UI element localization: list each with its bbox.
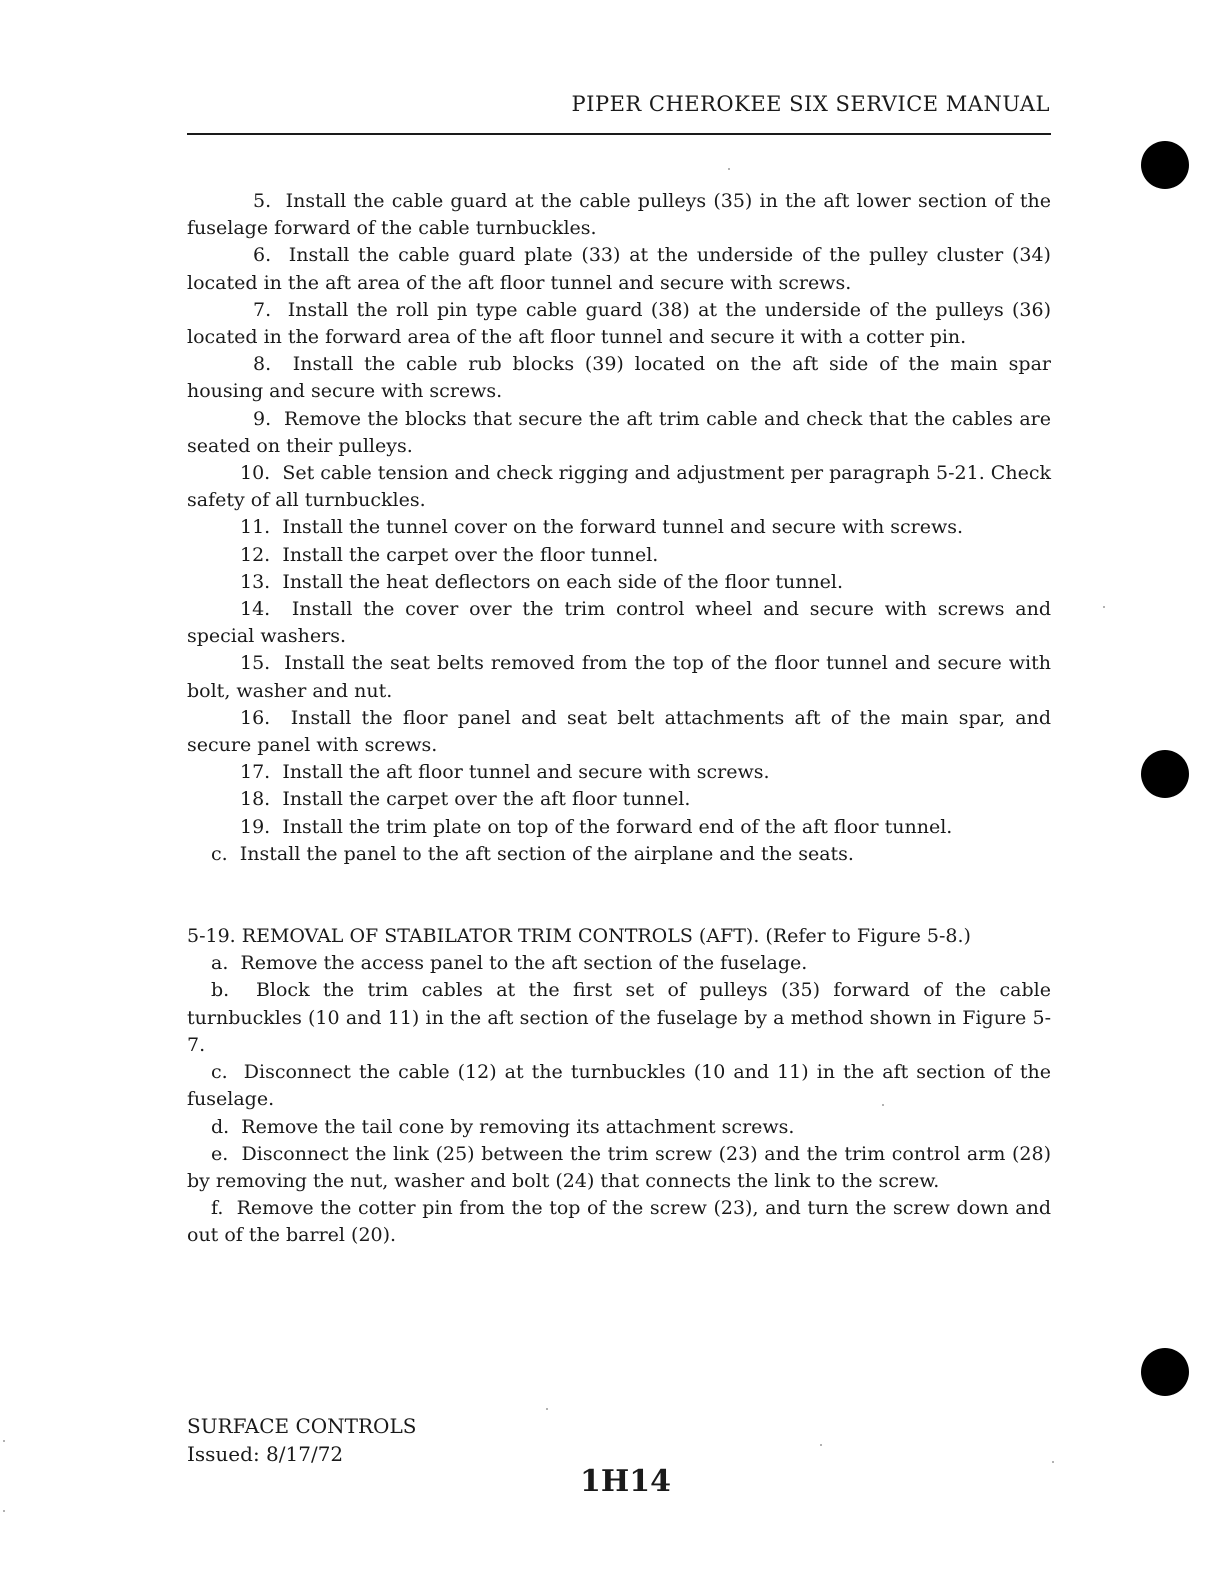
step-19: 19. Install the trim plate on top of the forward end of the aft floor tunnel. — [240, 815, 953, 838]
punch-hole-middle — [1141, 750, 1189, 798]
body-text — [187, 188, 1051, 1250]
page-code: 1H14 — [580, 1464, 671, 1499]
step-c: c. Install the panel to the aft section of the airplane and the seats. — [211, 842, 854, 865]
section-item-a: a. Remove the access panel to the aft section of the fuselage. — [211, 952, 808, 975]
section-item-c: c. Disconnect the cable (12) at the turnbuckles (10 and 11) in the aft section of the fuselage. — [187, 1061, 1051, 1111]
step-6: 6. Install the cable guard plate (33) at the underside of the pulley cluster (34) located in the aft area of the aft floor tunnel and secure with screws. — [187, 244, 1051, 294]
step-5: 5. Install the cable guard at the cable pulleys (35) in the aft lower section of the fuselage forward of the cable turnbuckles. — [187, 190, 1051, 240]
scan-speck — [882, 1104, 884, 1106]
footer-left — [187, 1412, 416, 1468]
footer-issued-date: Issued: 8/17/72 — [187, 1442, 344, 1466]
step-14: 14. Install the cover over the trim control wheel and secure with screws and special washers. — [187, 598, 1051, 648]
step-11: 11. Install the tunnel cover on the forward tunnel and secure with screws. — [240, 516, 964, 539]
punch-hole-top — [1141, 141, 1189, 189]
step-13: 13. Install the heat deflectors on each side of the floor tunnel. — [240, 570, 844, 593]
scan-speck — [3, 1440, 5, 1442]
scan-speck — [820, 1444, 822, 1446]
punch-hole-bottom — [1141, 1348, 1189, 1396]
step-12: 12. Install the carpet over the floor tunnel. — [240, 543, 659, 566]
scan-speck — [728, 168, 730, 170]
step-16: 16. Install the floor panel and seat belt attachments aft of the main spar, and secure panel with screws. — [187, 706, 1051, 757]
step-7: 7. Install the roll pin type cable guard (38) at the underside of the pulleys (36) located in the forward area of the aft floor tunnel and secure it with a cotter pin. — [187, 298, 1051, 349]
section-item-b: b. Block the trim cables at the first set of pulleys (35) forward of the cable turnbuckles (10 and 11) in the aft section of the fuselage by a method shown in Figure 5-7. — [187, 979, 1051, 1056]
scan-speck — [3, 1510, 5, 1512]
step-15: 15. Install the seat belts removed from the top of the floor tunnel and secure with bolt, washer and nut. — [187, 652, 1051, 702]
step-17: 17. Install the aft floor tunnel and secure with screws. — [240, 761, 770, 784]
scan-speck — [546, 1408, 548, 1410]
step-9: 9. Remove the blocks that secure the aft trim cable and check that the cables are seated on their pulleys. — [187, 407, 1051, 457]
step-8: 8. Install the cable rub blocks (39) located on the aft side of the main spar housing and secure with screws. — [187, 353, 1051, 403]
section-item-d: d. Remove the tail cone by removing its attachment screws. — [211, 1115, 795, 1138]
section-item-f: f. Remove the cotter pin from the top of the screw (23), and turn the screw down and out of the barrel (20). — [187, 1197, 1051, 1247]
scan-speck — [1103, 606, 1105, 608]
step-10: 10. Set cable tension and check rigging and adjustment per paragraph 5-21. Check safety of all turnbuckles. — [187, 462, 1051, 512]
scan-speck — [1052, 1461, 1054, 1463]
header-rule — [187, 133, 1051, 135]
section-item-e: e. Disconnect the link (25) between the trim screw (23) and the trim control arm (28) by removing the nut, washer and bolt (24) that connects the link to the screw. — [187, 1142, 1051, 1192]
manual-title: PIPER CHEROKEE SIX SERVICE MANUAL — [571, 92, 1050, 116]
step-18: 18. Install the carpet over the aft floor tunnel. — [240, 788, 691, 811]
section-heading: 5-19. REMOVAL OF STABILATOR TRIM CONTROLS (AFT). (Refer to Figure 5-8.) — [187, 925, 971, 948]
footer-section-name: SURFACE CONTROLS — [187, 1414, 417, 1438]
